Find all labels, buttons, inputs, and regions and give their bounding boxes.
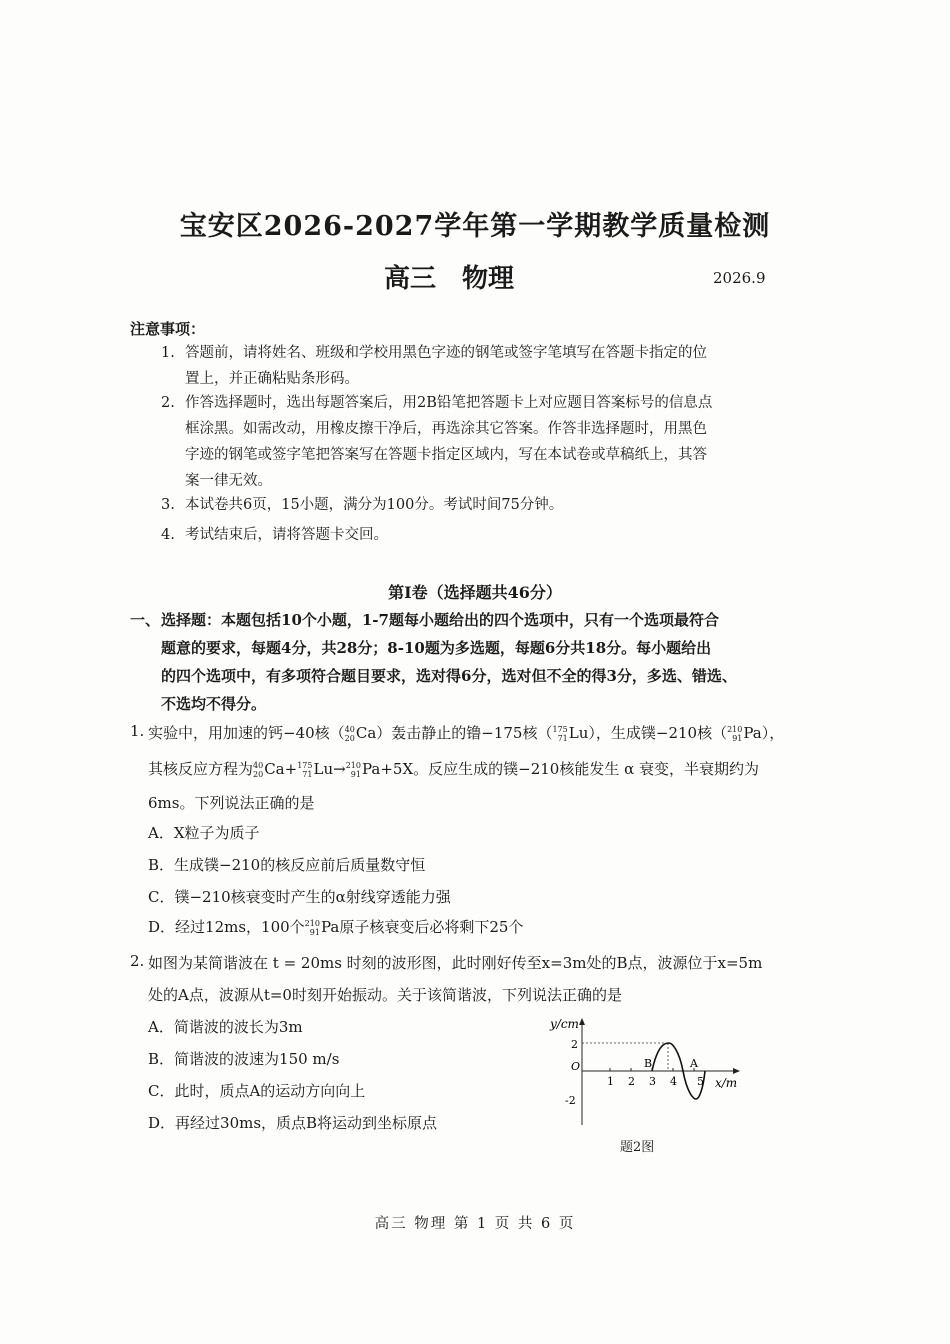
text-fragment: Ca+ (264, 760, 298, 778)
section-title: 第Ⅰ卷（选择题共46分） (388, 583, 562, 602)
nuclide-ca (253, 761, 263, 779)
mass-number: 175 (552, 725, 568, 734)
atomic-number: 20 (253, 770, 264, 779)
mass-number: 175 (297, 761, 313, 770)
question-number: 2. (130, 952, 145, 970)
y-tick-label: 2 (571, 1038, 578, 1051)
element-symbol: Ca (355, 724, 377, 742)
atomic-number: 71 (302, 770, 313, 779)
question-1-line-3: 6ms。下列说法正确的是 (148, 794, 315, 812)
note-item-text (185, 390, 712, 494)
y-axis-arrow-icon (579, 1018, 585, 1025)
point-b-label: B (644, 1057, 653, 1070)
question-1-line-2 (148, 758, 759, 779)
nuclide-pa (346, 761, 361, 779)
nuclide-pa (727, 725, 742, 743)
note-number: 3. (161, 497, 175, 513)
nuclide-lu (552, 725, 567, 743)
option-a: A．简谐波的波长为3m (148, 1018, 303, 1036)
exam-subject: 高三 物理 (384, 264, 515, 294)
note-line: 案一律无效。 (185, 473, 272, 489)
note-line: 置上，并正确粘贴条形码。 (185, 371, 359, 387)
x-tick-label: 1 (607, 1075, 614, 1088)
atomic-number: 20 (344, 734, 355, 743)
y-axis-label: y/cm (550, 1017, 579, 1031)
instruction-line: 选择题：本题包括10个小题，1-7题每小题给出的四个选项中，只有一个选项最符合 (161, 611, 719, 629)
option-a: A．X粒子为质子 (148, 824, 260, 842)
y-tick-label: -2 (565, 1094, 576, 1107)
text-fragment: ）轰击静止的镥−175核（ (376, 724, 553, 742)
note-line: 答题前，请将姓名、班级和学校用黑色字迹的钢笔或签字笔填写在答题卡指定的位 (185, 345, 707, 361)
text-fragment: 实验中，用加速的钙−40核（ (148, 724, 345, 742)
nuclide-ca (345, 725, 355, 743)
nuclide-lu (297, 761, 312, 779)
text-fragment: Pa+5X。反应生成的镤−210核能发生 α 衰变，半衰期约为 (361, 760, 759, 778)
note-item-text (185, 340, 707, 392)
origin-label: O (571, 1060, 581, 1073)
x-tick-label: 5 (697, 1075, 704, 1088)
option-c: C．镤−210核衰变时产生的α射线穿透能力强 (148, 888, 451, 906)
element-symbol: Pa (743, 724, 762, 742)
instruction-line: 题意的要求，每题4分，共28分；8-10题为多选题，每题6分共18分。每小题给出 (161, 639, 712, 657)
figure-caption: 题2图 (620, 1140, 655, 1155)
note-item-text (185, 522, 388, 548)
note-line: 本试卷共6页，15小题，满分为100分。考试时间75分钟。 (185, 497, 564, 513)
mass-number: 40 (344, 725, 355, 734)
text-fragment: Lu→ (313, 760, 346, 778)
instruction-text (161, 606, 737, 718)
question-number: 1. (130, 722, 145, 740)
note-item (161, 492, 175, 518)
question-2-line-2: 处的A点，波源从t=0时刻开始振动。关于该简谐波，下列说法正确的是 (148, 986, 622, 1004)
mass-number: 210 (345, 761, 361, 770)
option-b: B．生成镤−210的核反应前后质量数守恒 (148, 856, 426, 874)
nuclide-pa (305, 919, 320, 937)
x-tick-label: 2 (628, 1075, 635, 1088)
element-symbol: Lu (568, 724, 589, 742)
note-item-text (185, 492, 563, 518)
note-line: 字迹的钢笔或签字笔把答案写在答题卡指定区域内，写在本试卷或草稿纸上，其答 (185, 447, 707, 463)
point-a-label: A (690, 1057, 698, 1070)
question-1-line-1 (148, 722, 784, 743)
mass-number: 210 (727, 725, 743, 734)
note-number: 2. (161, 395, 175, 411)
note-item (161, 522, 175, 548)
exam-date: 2026.9 (713, 269, 766, 287)
option-c: C．此时，质点A的运动方向向上 (148, 1082, 366, 1100)
option-d (148, 916, 523, 937)
atomic-number: 91 (309, 928, 320, 937)
note-item (161, 390, 175, 416)
instruction-line: 不选均不得分。 (161, 695, 267, 713)
x-axis-arrow-icon (733, 1068, 740, 1074)
atomic-number: 71 (557, 734, 568, 743)
note-item (161, 340, 175, 366)
mass-number: 210 (304, 919, 320, 928)
text-fragment: ），生成镤−210核（ (588, 724, 728, 742)
question-2-line-1: 如图为某简谐波在 t = 20ms 时刻的波形图，此时刚好传至x=3m处的B点，波源位于x=5m (148, 954, 763, 972)
instruction-number: 一、 (130, 611, 161, 629)
text-fragment: ）， (761, 724, 785, 742)
note-line: 框涂黑。如需改动，用橡皮擦干净后，再选涂其它答案。作答非选择题时，用黑色 (185, 421, 707, 437)
x-tick-label: 3 (649, 1075, 656, 1088)
atomic-number: 91 (732, 734, 743, 743)
exam-title: 宝安区2026-2027学年第一学期教学质量检测 (179, 211, 771, 242)
note-number: 4. (161, 527, 175, 543)
text-fragment: Pa原子核衰变后必将剩下25个 (320, 918, 524, 936)
x-axis-label: x/m (715, 1076, 738, 1090)
mass-number: 40 (253, 761, 264, 770)
note-number: 1. (161, 345, 175, 361)
x-tick-label: 4 (670, 1075, 677, 1088)
atomic-number: 91 (350, 770, 361, 779)
option-d: D．再经过30ms，质点B将运动到坐标原点 (148, 1114, 438, 1132)
wave-figure (545, 1010, 755, 1130)
page-footer: 高三 物理 第 1 页 共 6 页 (374, 1216, 576, 1232)
instruction-line: 的四个选项中，有多项符合题目要求，选对得6分，选对但不全的得3分，多选、错选、 (161, 667, 737, 685)
option-b: B．简谐波的波速为150 m/s (148, 1050, 340, 1068)
text-fragment: D．经过12ms，100个 (148, 918, 305, 936)
text-fragment: 其核反应方程为 (148, 760, 254, 778)
note-line: 考试结束后，请将答题卡交回。 (185, 527, 388, 543)
note-line: 作答选择题时，选出每题答案后，用2B铅笔把答题卡上对应题目答案标号的信息点 (185, 395, 713, 411)
notes-heading: 注意事项： (130, 320, 206, 338)
